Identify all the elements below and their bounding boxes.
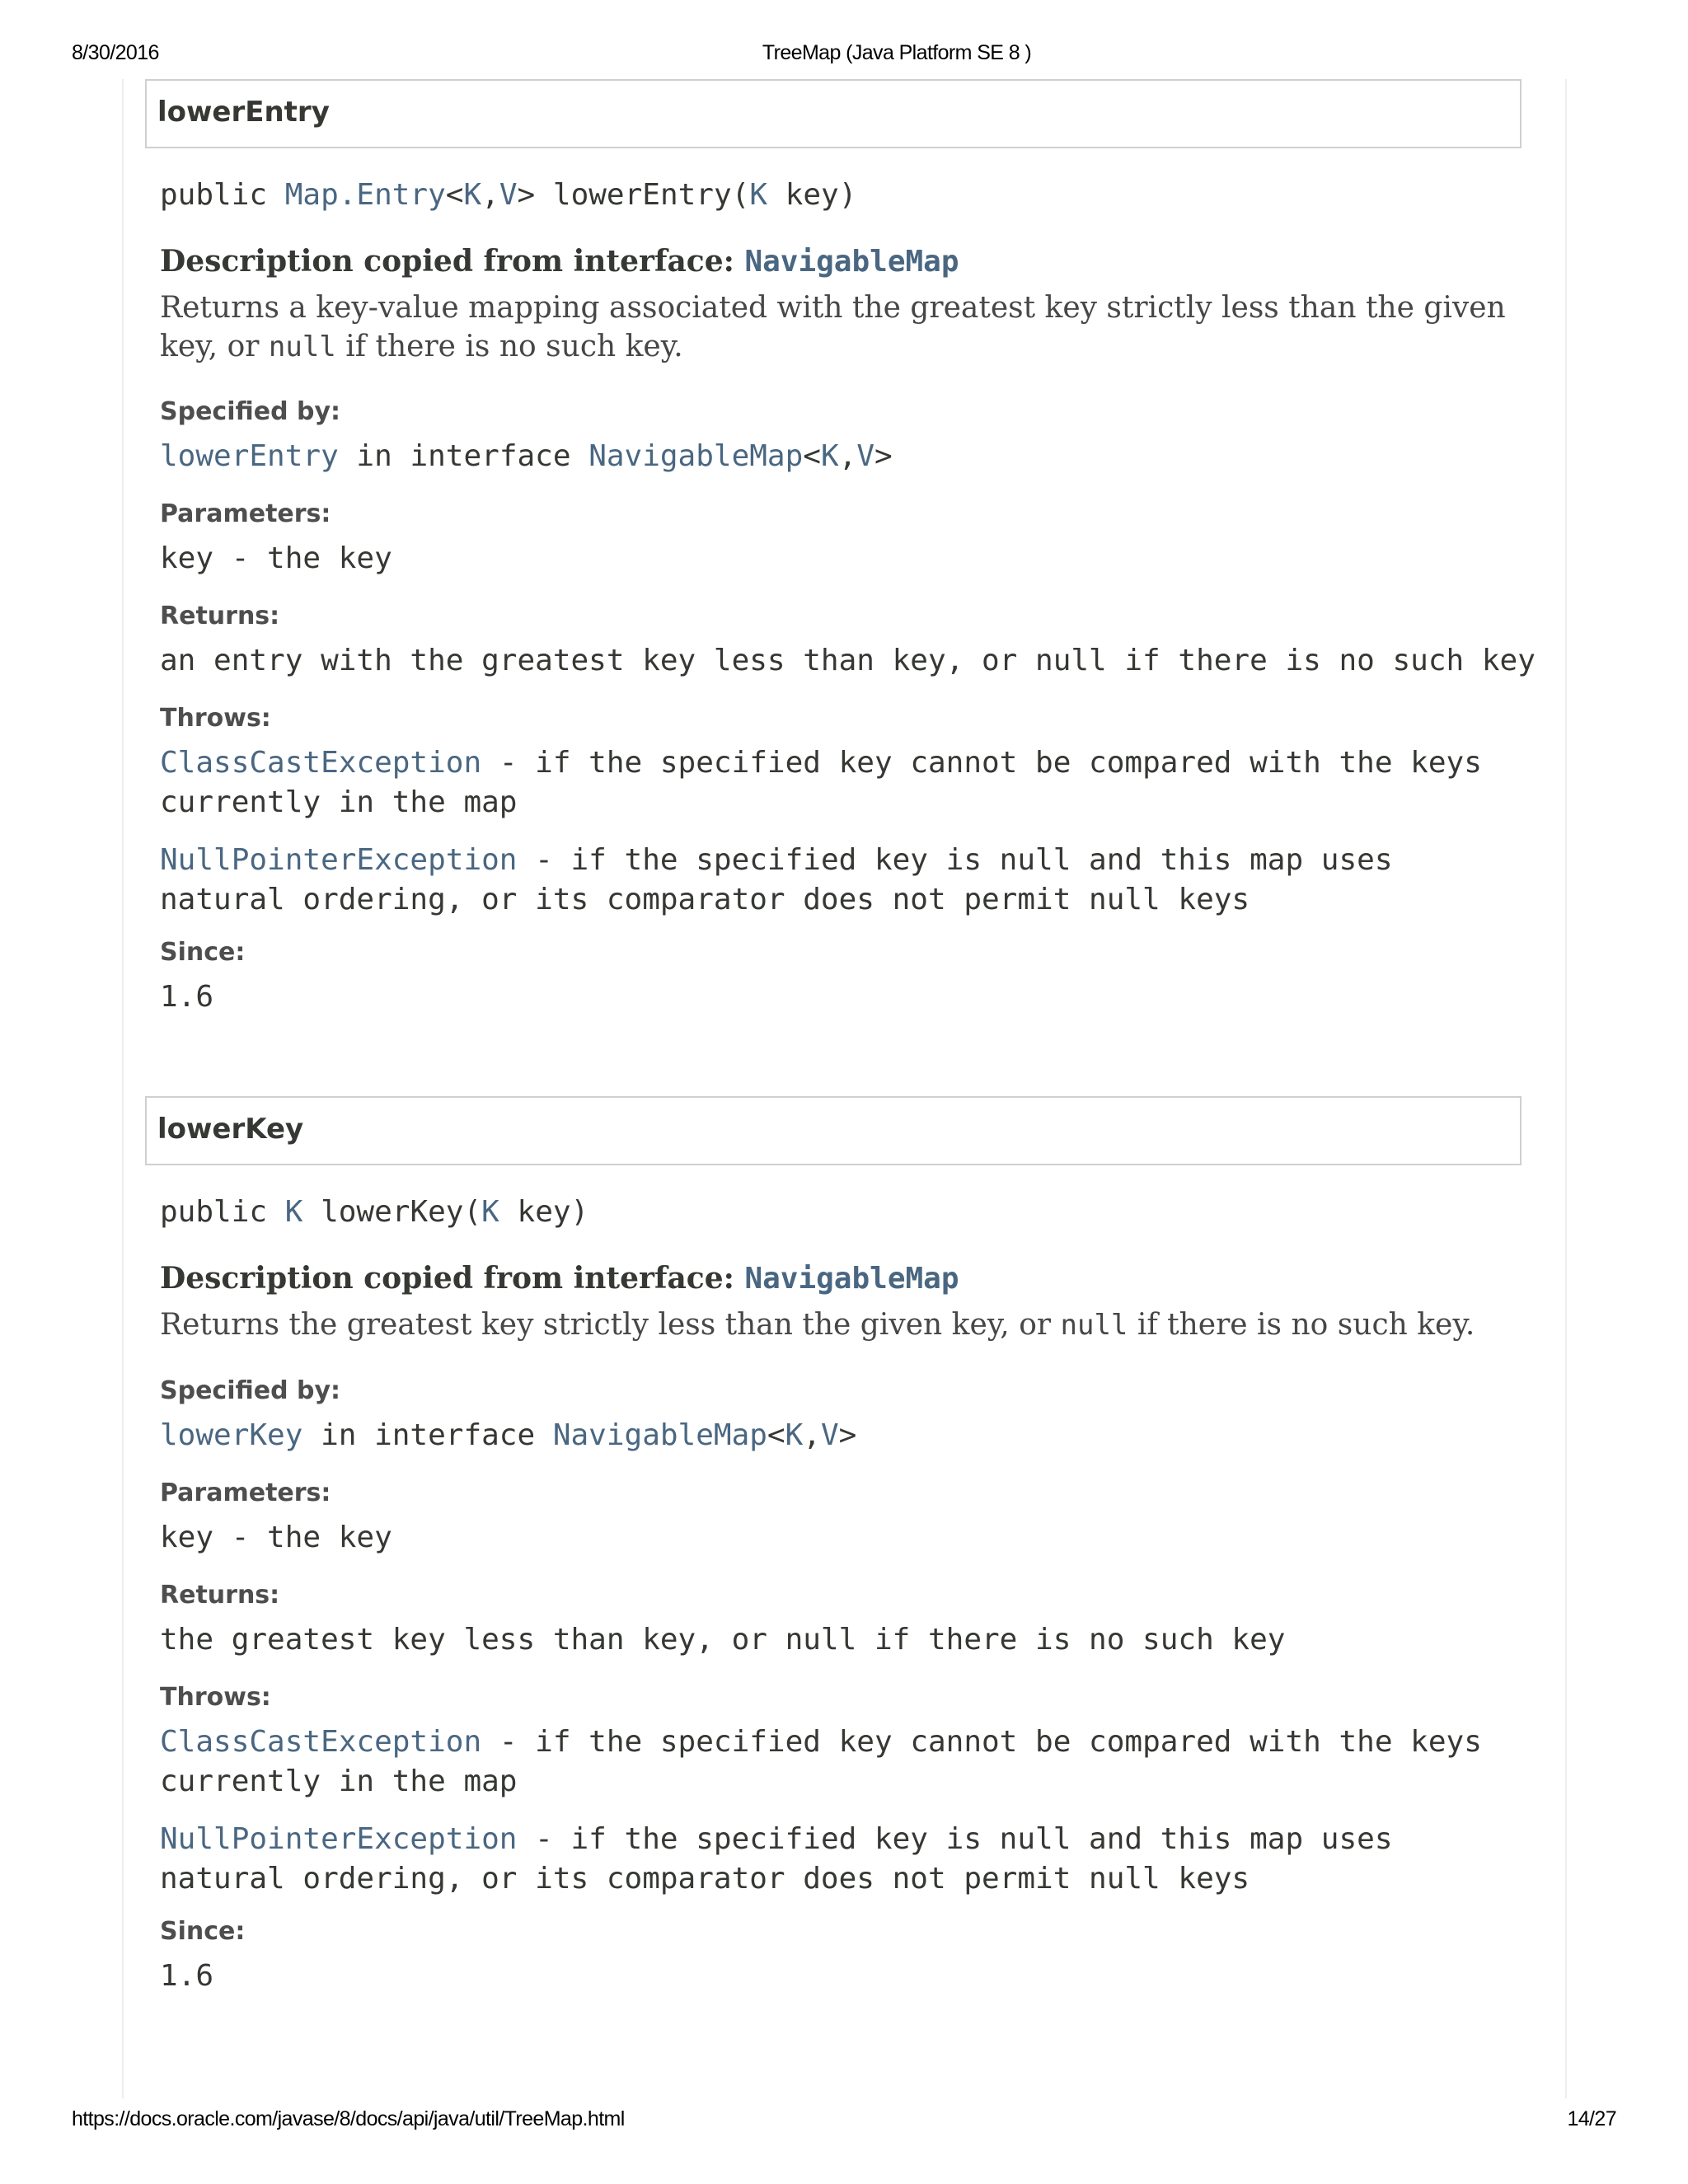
returns-value: the greatest key less than key, or null if there is no such key: [160, 1623, 1286, 1657]
returns-value: an entry with the greatest key less than key, or null if there is no such key: [160, 644, 1536, 677]
type-link-k[interactable]: K: [820, 439, 839, 473]
page-url[interactable]: https://docs.oracle.com/javase/8/docs/api/java/util/TreeMap.html: [72, 2107, 625, 2130]
type-link-k[interactable]: K: [481, 1195, 499, 1229]
type-link-v[interactable]: V: [499, 178, 518, 212]
specified-by-label: Specified by:: [160, 1376, 341, 1405]
type-link-k[interactable]: K: [284, 1195, 303, 1229]
type-link-map-entry[interactable]: Map.Entry: [284, 178, 446, 212]
exception-link-classcastexception[interactable]: ClassCastException: [160, 746, 482, 780]
since-value: 1.6: [160, 980, 214, 1014]
description-heading: Description copied from interface: NavigableMap: [160, 1261, 959, 1296]
throws-item: NullPointerException - if the specified key is null and this map uses natural ordering, or its comparator does not permit null keys: [160, 1822, 1393, 1896]
since-value: 1.6: [160, 1959, 214, 1993]
exception-link-classcastexception[interactable]: ClassCastException: [160, 1725, 482, 1759]
type-link-k[interactable]: K: [749, 178, 768, 212]
interface-link-navigablemap[interactable]: NavigableMap: [552, 1418, 767, 1452]
method-signature: public Map.Entry<K,V> lowerEntry(K key): [160, 178, 857, 212]
description-heading: Description copied from interface: NavigableMap: [160, 244, 959, 279]
exception-link-nullpointerexception[interactable]: NullPointerException: [160, 843, 518, 877]
print-header: [0, 41, 1688, 69]
returns-label: Returns:: [160, 1581, 280, 1610]
throws-label: Throws:: [160, 704, 271, 733]
type-link-k[interactable]: K: [785, 1418, 804, 1452]
type-link-v[interactable]: V: [856, 439, 875, 473]
type-link-v[interactable]: V: [820, 1418, 839, 1452]
specified-by-value: lowerKey in interface NavigableMap<K,V>: [160, 1418, 857, 1452]
method-link-lowerentry[interactable]: lowerEntry: [160, 439, 339, 473]
member-title: lowerEntry: [157, 96, 330, 129]
parameters-label: Parameters:: [160, 1479, 331, 1507]
page-number: 14/27: [1567, 2107, 1616, 2130]
member-title: lowerKey: [157, 1113, 304, 1146]
throws-label: Throws:: [160, 1683, 271, 1712]
throws-item: NullPointerException - if the specified key is null and this map uses natural ordering, or its comparator does not permit null keys: [160, 843, 1393, 916]
member-header: [145, 79, 1522, 148]
exception-link-nullpointerexception[interactable]: NullPointerException: [160, 1822, 518, 1856]
parameters-value: key - the key: [160, 1521, 392, 1554]
parameters-value: key - the key: [160, 541, 392, 575]
parameters-label: Parameters:: [160, 499, 331, 528]
throws-item: ClassCastException - if the specified key cannot be compared with the keys currently in the map: [160, 1725, 1482, 1798]
interface-link-navigablemap[interactable]: NavigableMap: [744, 245, 959, 279]
specified-by-label: Specified by:: [160, 397, 341, 426]
since-label: Since:: [160, 938, 246, 967]
method-signature: public K lowerKey(K key): [160, 1195, 589, 1229]
returns-label: Returns:: [160, 602, 280, 630]
method-link-lowerkey[interactable]: lowerKey: [160, 1418, 303, 1452]
type-link-k[interactable]: K: [463, 178, 482, 212]
print-footer: [0, 2107, 1688, 2135]
throws-item: ClassCastException - if the specified key cannot be compared with the keys currently in the map: [160, 746, 1482, 819]
print-date: 8/30/2016: [72, 41, 159, 64]
interface-link-navigablemap[interactable]: NavigableMap: [744, 1262, 959, 1296]
interface-link-navigablemap[interactable]: NavigableMap: [588, 439, 804, 473]
specified-by-value: lowerEntry in interface NavigableMap<K,V>: [160, 439, 893, 473]
member-header: [145, 1096, 1522, 1165]
since-label: Since:: [160, 1917, 246, 1946]
print-title: TreeMap (Java Platform SE 8 ): [762, 41, 1032, 64]
description-text: Returns a key-value mapping associated with the greatest key strictly less than the given key, or null if there is no such key.: [160, 291, 1506, 363]
description-text: Returns the greatest key strictly less than the given key, or null if there is no such key.: [160, 1308, 1475, 1342]
